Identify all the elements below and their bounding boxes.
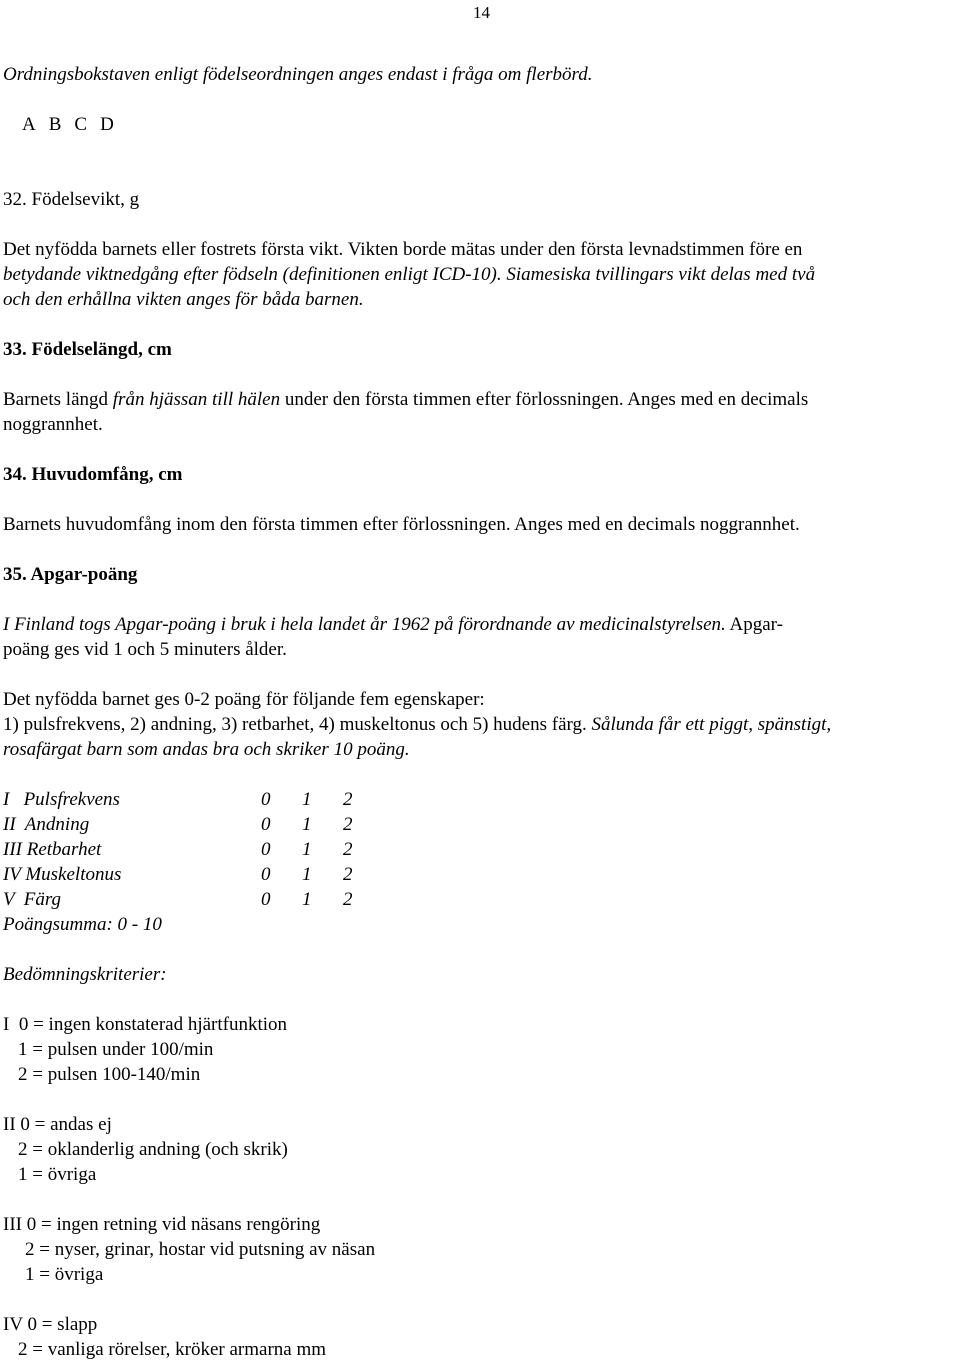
section-33-line-1 <box>3 387 958 412</box>
criteria-iii-line-3: 1 = övriga <box>25 1264 104 1285</box>
score-label: IV Muskeltonus <box>3 864 122 885</box>
s35-p2-italic: Sålunda får ett piggt, spänstigt, <box>586 714 832 735</box>
score-sum: Poängsumma: 0 - 10 <box>3 914 162 935</box>
letter-d: D <box>100 114 114 135</box>
birth-order-letters <box>3 87 958 162</box>
score-row <box>3 837 958 862</box>
criteria-ii-line-1: II 0 = andas ej <box>3 1114 112 1135</box>
s35-normal-text: Apgar- <box>725 614 783 635</box>
section-33-line-2: noggrannhet. <box>3 414 103 435</box>
letter-a: A <box>22 114 36 135</box>
criteria-iv-line-1: IV 0 = slapp <box>3 1314 98 1335</box>
criteria-i-line-1: I 0 = ingen konstaterad hjärtfunktion <box>3 1014 288 1035</box>
s33-text-b: från hjässan till hälen <box>112 389 281 410</box>
s35-italic-text: I Finland togs Apgar-poäng i bruk i hela landet år 1962 på förordnande av medicinalstyrelsen. <box>3 614 726 635</box>
section-32-line-2: betydande viktnedgång efter födseln (definitionen enligt ICD-10). Siamesiska tvillingars vikt delas med två <box>3 264 816 285</box>
score-2: 2 <box>343 889 353 910</box>
criteria-i-line-2: 1 = pulsen under 100/min <box>18 1039 214 1060</box>
score-0: 0 <box>261 839 271 860</box>
criteria-iii-line-2: 2 = nyser, grinar, hostar vid putsning av näsan <box>25 1239 376 1260</box>
score-1: 1 <box>302 789 312 810</box>
score-row <box>3 887 958 912</box>
criteria-ii-line-3: 1 = övriga <box>18 1164 97 1185</box>
section-34-heading: 34. Huvudomfång, cm <box>3 464 183 485</box>
criteria-ii-line-2: 2 = oklanderlig andning (och skrik) <box>18 1139 288 1160</box>
section-35-heading: 35. Apgar-poäng <box>3 564 138 585</box>
score-0: 0 <box>261 864 271 885</box>
criteria-heading: Bedömningskriterier: <box>3 964 167 985</box>
score-1: 1 <box>302 839 312 860</box>
section-34-text: Barnets huvudomfång inom den första timmen efter förlossningen. Anges med en decimals noggrannhet. <box>3 514 800 535</box>
section-32-heading: 32. Födelsevikt, g <box>3 189 140 210</box>
page-number: 14 <box>473 3 490 22</box>
section-32-line-1: Det nyfödda barnets eller fostrets första vikt. Vikten borde mätas under den första levnadstimmen före en <box>3 239 803 260</box>
score-0: 0 <box>261 889 271 910</box>
birth-order-note: Ordningsbokstaven enligt födelseordningen anges endast i fråga om flerbörd. <box>3 64 593 85</box>
criteria-iii-line-1: III 0 = ingen retning vid näsans rengöring <box>3 1214 321 1235</box>
section-35-p1-line-1 <box>3 612 958 637</box>
apgar-score-table <box>3 787 958 937</box>
criteria-i-line-3: 2 = pulsen 100-140/min <box>18 1064 201 1085</box>
criteria-iv-line-2: 2 = vanliga rörelser, kröker armarna mm <box>18 1339 327 1360</box>
score-2: 2 <box>343 814 353 835</box>
score-0: 0 <box>261 814 271 835</box>
document-body <box>3 62 958 1362</box>
section-33-heading: 33. Födelselängd, cm <box>3 339 172 360</box>
letter-b: B <box>48 114 62 135</box>
section-32-line-3: och den erhållna vikten anges för båda barnen. <box>3 289 364 310</box>
section-35-p2-line-2 <box>3 712 958 737</box>
letter-c: C <box>74 114 88 135</box>
s33-text-c: under den första timmen efter förlossningen. Anges med en decimals <box>280 389 809 410</box>
score-label: II Andning <box>3 814 90 835</box>
score-2: 2 <box>343 839 353 860</box>
section-35-p2-line-1: Det nyfödda barnet ges 0-2 poäng för följande fem egenskaper: <box>3 689 485 710</box>
score-1: 1 <box>302 864 312 885</box>
score-label: III Retbarhet <box>3 839 102 860</box>
score-2: 2 <box>343 864 353 885</box>
score-row <box>3 812 958 837</box>
score-1: 1 <box>302 889 312 910</box>
score-row <box>3 787 958 812</box>
section-35-p1-line-2: poäng ges vid 1 och 5 minuters ålder. <box>3 639 287 660</box>
score-2: 2 <box>343 789 353 810</box>
score-label: V Färg <box>3 889 62 910</box>
score-0: 0 <box>261 789 271 810</box>
score-row <box>3 862 958 887</box>
s35-p2-normal: 1) pulsfrekvens, 2) andning, 3) retbarhet, 4) muskeltonus och 5) hudens färg. <box>3 714 587 735</box>
score-label: I Pulsfrekvens <box>3 789 120 810</box>
s33-text-a: Barnets längd <box>3 389 113 410</box>
score-1: 1 <box>302 814 312 835</box>
section-35-p2-line-3: rosafärgat barn som andas bra och skriker 10 poäng. <box>3 739 410 760</box>
